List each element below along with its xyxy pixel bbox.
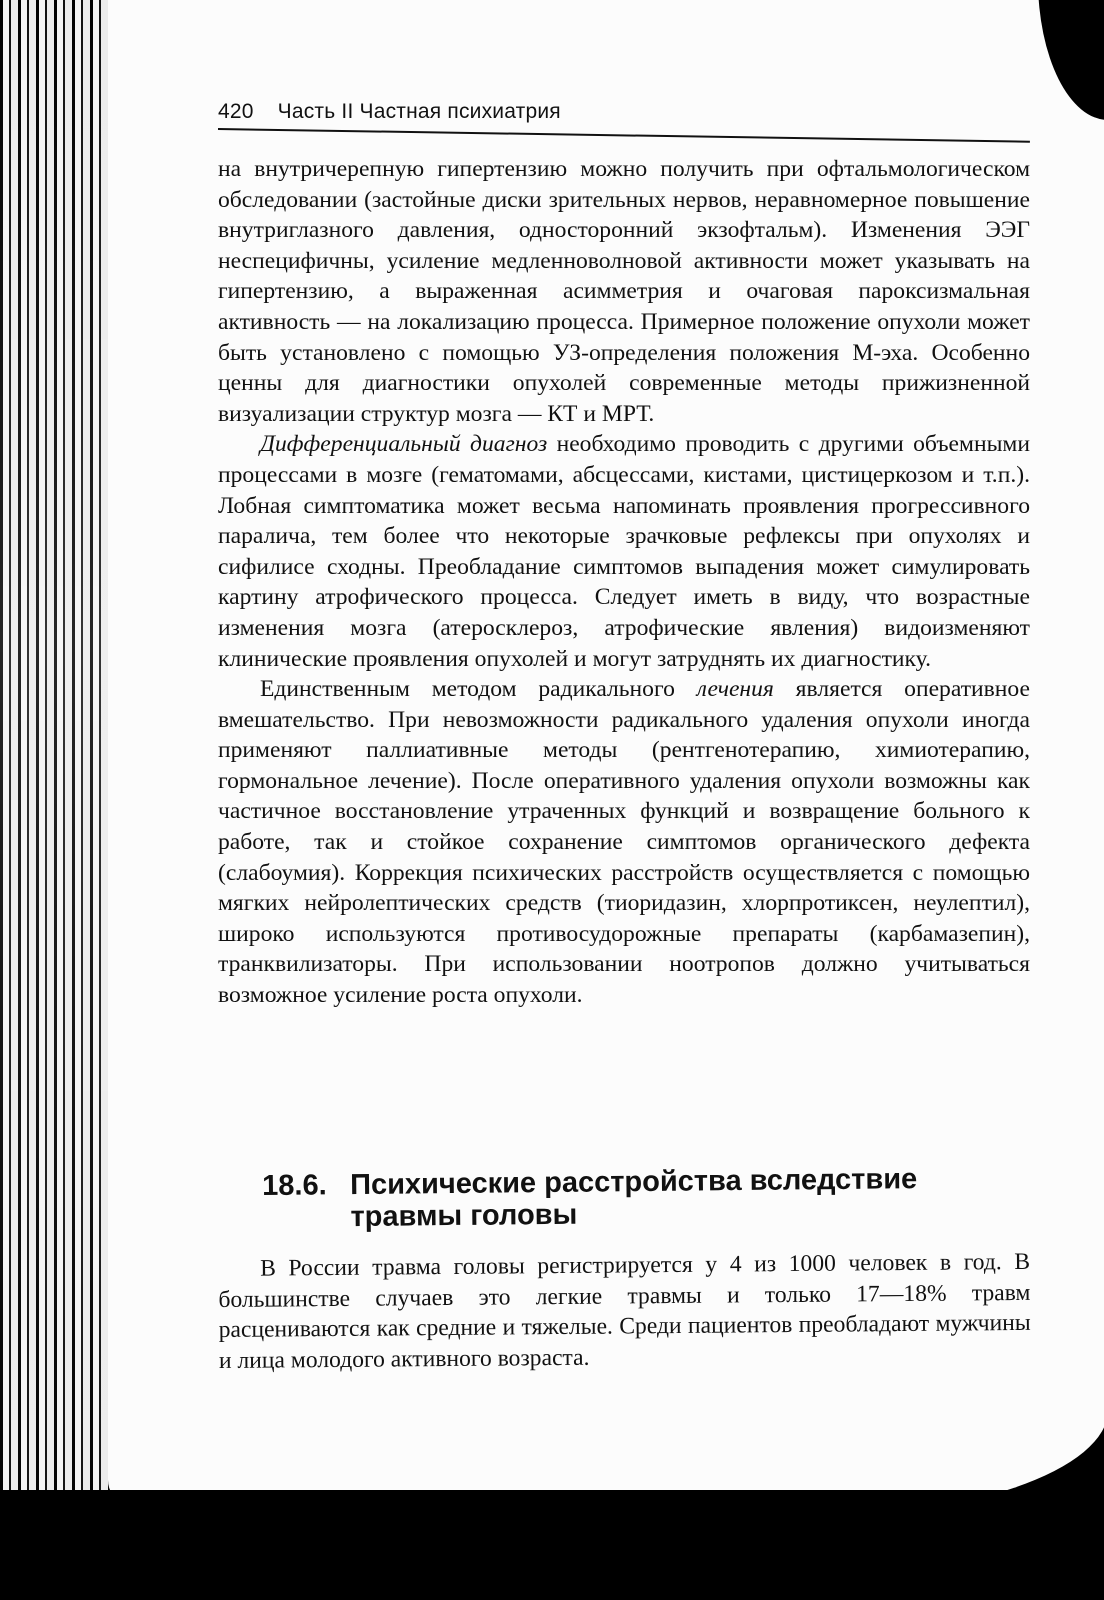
- term-differential-diagnosis: Дифференциальный диагноз: [260, 431, 548, 458]
- paragraph-head-trauma-stats: В России травма головы регистрируется у 4 из 1000 человек в год. В большинстве случаев это легкие травмы и только 17—18% травм расцениваются как средние и тяжелые. Среди пациентов преобладают мужчины и лица молодого активного возраста.: [218, 1248, 1031, 1374]
- page-corner-shadow: [1038, 0, 1104, 120]
- running-header: [218, 100, 1038, 124]
- section-title-line2: травмы головы: [350, 1198, 578, 1234]
- body-text: [218, 154, 1030, 1011]
- section-text: [218, 1247, 1031, 1376]
- scan-bottom-shadow: [0, 1490, 1104, 1600]
- paragraph-treatment-text: является оперативное вмешательство. При невозможности радикального удаления опухоли иногда применяют паллиативные методы (рентгенотерапию, химиотерапию, гормональное лечение). После оперативного удаления опухоли возможны как частичное восстановление утраченных функций и возвращение больного к работе, так и стойкое сохранение симптомов органического дефекта (слабоумия). Коррекция психических расстройств осуществляется с помощью мягких нейролептических средств (тиоридазин, хлорпротиксен, неулептил), широко используются противосудорожные препараты (карбамазепин), транквилизаторы. При использовании ноотропов должно учитываться возможное усиление роста опухоли.: [218, 676, 1030, 1009]
- paragraph-differential-diagnosis: [218, 429, 1030, 674]
- paragraph-diagnostics: на внутричерепную гипертензию можно получить при офтальмологическом обследовании (застойные диски зрительных нервов, неравномерное повышение внутриглазного давления, односторонний экзофтальм). Изменения ЭЭГ неспецифичны, усиление медленноволновой активности может указывать на гипертензию, а выраженная асимметрия и очаговая пароксизмальная активность — на локализацию процесса. Примерное положение опухоли может быть установлено с помощью УЗ-определения положения М-эха. Особенно ценны для диагностики опухолей современные методы прижизненной визуализации структур мозга — КТ и МРТ.: [218, 156, 1030, 427]
- term-treatment: лечения: [696, 676, 774, 703]
- running-title: Часть II Частная психиатрия: [277, 100, 561, 123]
- paragraph-treatment-start: Единственным методом радикального: [260, 676, 697, 703]
- paragraph-differential-diagnosis-text: необходимо проводить с другими объемными процессами в мозге (гематомами, абсцессами, кистами, цистицеркозом и т.п.). Лобная симптоматика может весьма напоминать проявления прогрессивного паралича, тем более что некоторые зрачковые рефлексы при опухолях и сифилисе сходны. Преобладание симптомов выпадения может симулировать картину атрофического процесса. Следует иметь в виду, что возрастные изменения мозга (атеросклероз, атрофические явления) видоизменяют клинические проявления опухолей и могут затруднять их диагностику.: [218, 431, 1030, 672]
- section-title-line1: Психические расстройства вследствие: [349, 1163, 918, 1202]
- section-heading: [262, 1162, 1023, 1234]
- page-number: 420: [218, 100, 254, 123]
- paragraph-treatment: [218, 674, 1030, 1011]
- section-number: 18.6.: [262, 1169, 327, 1202]
